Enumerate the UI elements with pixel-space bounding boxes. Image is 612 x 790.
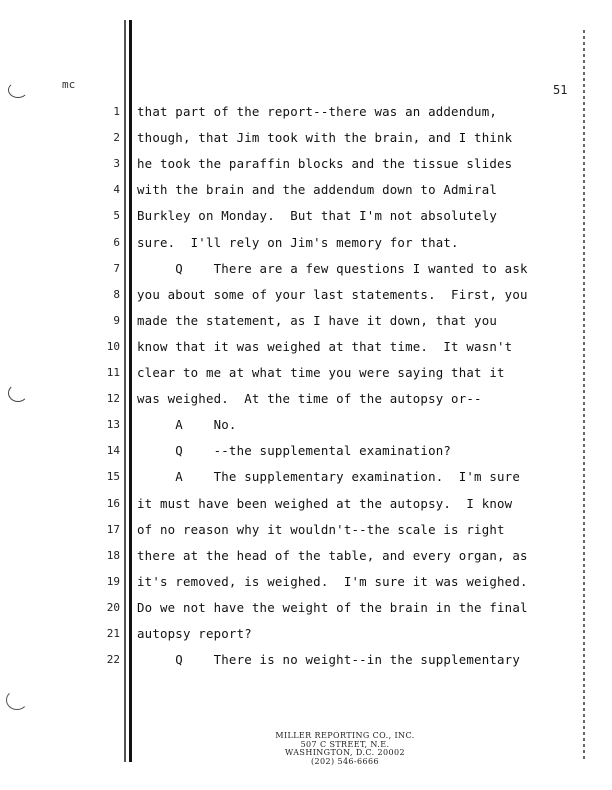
transcript-line: Do we not have the weight of the brain in the final: [137, 599, 528, 615]
left-margin-rule: [124, 20, 126, 762]
line-number: 7: [113, 261, 120, 275]
transcript-line: A The supplementary examination. I'm sure: [137, 469, 520, 485]
transcript-line: it must have been weighed at the autopsy. I know: [137, 495, 513, 511]
transcript-line: that part of the report--there was an addendum,: [137, 104, 498, 119]
line-number: 18: [106, 548, 120, 562]
line-number: 17: [106, 522, 120, 536]
line-number: 8: [113, 287, 120, 301]
line-number: 11: [106, 366, 120, 379]
line-number: 13: [106, 418, 120, 432]
transcript-line: of no reason why it wouldn't--the scale is right: [137, 521, 505, 537]
right-margin-rule: [583, 30, 585, 760]
footer: [250, 732, 440, 766]
transcript-line: though, that Jim took with the brain, and I think: [137, 130, 513, 146]
transcript-line: sure. I'll rely on Jim's memory for that.: [137, 234, 459, 250]
footer-city: WASHINGTON, D.C. 20002: [285, 748, 405, 757]
transcript-line: made the statement, as I have it down, that you: [137, 312, 498, 328]
line-number: 1: [113, 105, 120, 118]
transcript-line: Q --the supplemental examination?: [137, 443, 452, 459]
footer-street: 507 C STREET, N.E.: [300, 739, 390, 749]
transcript-line: with the brain and the addendum down to Admiral: [137, 182, 498, 198]
transcript-line: Burkley on Monday. But that I'm not absolutely: [137, 208, 498, 224]
transcript-line: know that it was weighed at that time. It wasn't: [137, 338, 513, 354]
line-number: 16: [106, 496, 120, 510]
margin-mark: [8, 384, 28, 402]
line-number: 3: [113, 157, 120, 171]
line-number: 21: [106, 627, 120, 640]
line-number: 5: [113, 209, 120, 223]
line-number: 6: [113, 235, 120, 249]
footer-company: MILLER REPORTING CO., INC.: [275, 731, 415, 740]
line-number: 20: [106, 600, 120, 614]
page-number: 51: [553, 83, 568, 97]
transcript-line: it's removed, is weighed. I'm sure it was weighed.: [137, 573, 528, 589]
footer-phone: (202) 546-6666: [311, 756, 379, 766]
transcript-line: was weighed. At the time of the autopsy or--: [137, 391, 482, 407]
margin-mark: [8, 82, 28, 98]
line-number: 22: [106, 653, 120, 667]
transcript-line: you about some of your last statements. First, you: [137, 286, 528, 302]
reporter-initials: mc: [62, 78, 76, 91]
transcript-line: clear to me at what time you were saying that it: [137, 365, 505, 380]
line-number: 14: [106, 444, 120, 458]
transcript-line: he took the paraffin blocks and the tissue slides: [137, 156, 513, 172]
transcript-line: Q There is no weight--in the supplementary: [137, 652, 520, 668]
transcript-line: A No.: [137, 417, 237, 433]
line-number: 9: [113, 313, 120, 327]
transcript-line: autopsy report?: [137, 626, 252, 641]
transcript-line: Q There are a few questions I wanted to ask: [137, 260, 528, 276]
line-number: 19: [106, 574, 120, 588]
margin-mark: [6, 690, 28, 710]
left-margin-rule: [129, 20, 132, 762]
line-number: 2: [113, 131, 120, 145]
line-number: 12: [106, 392, 120, 406]
line-number: 10: [106, 339, 120, 353]
line-number: 4: [113, 183, 120, 197]
transcript-line: there at the head of the table, and every organ, as: [137, 547, 528, 563]
line-number: 15: [106, 470, 120, 484]
